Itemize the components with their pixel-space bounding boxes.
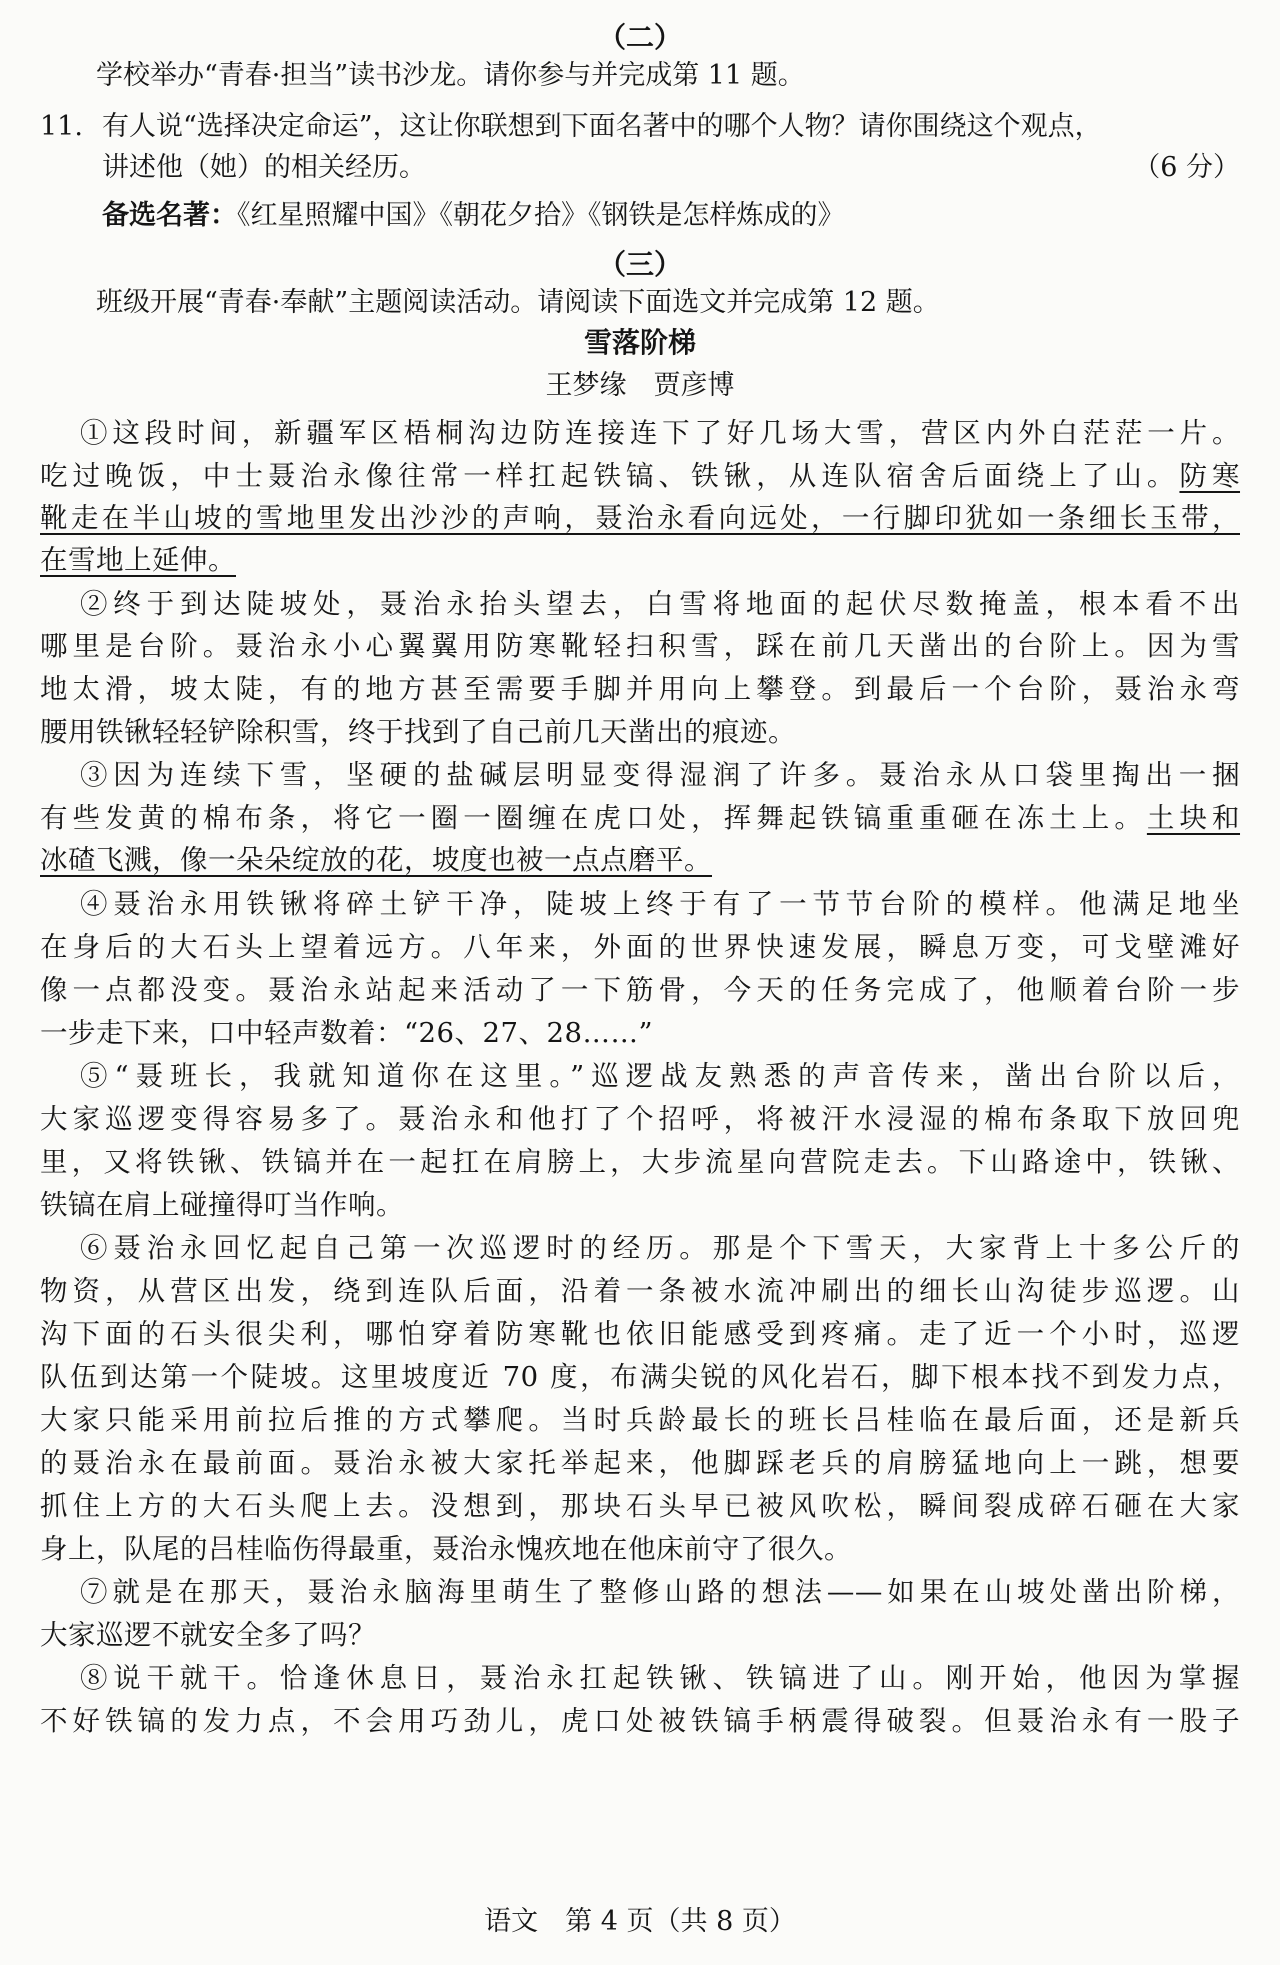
books-label: 备选名著：	[102, 200, 237, 231]
section-heading-2: （二）	[597, 21, 682, 54]
paragraph-6-line-1: ⑥聂治永回忆起自己第一次巡逻时的经历。那是个下雪天，大家背上十多公斤的	[80, 1232, 1240, 1264]
books-list: 《红星照耀中国》《朝花夕拾》《钢铁是怎样炼成的》	[237, 200, 845, 231]
paragraph-6-line-5: 大家只能采用前拉后推的方式攀爬。当时兵龄最长的班长吕桂临在最后面，还是新兵	[40, 1404, 1240, 1436]
paragraph-6-line-3: 沟下面的石头很尖利，哪怕穿着防寒靴也依旧能感受到疼痛。走了近一个小时，巡逻	[40, 1318, 1240, 1350]
page-footer: 语文 第 4 页（共 8 页）	[484, 1906, 796, 1937]
paragraph-2-line-1: ②终于到达陡坡处，聂治永抬头望去，白雪将地面的起伏尽数掩盖，根本看不出	[80, 588, 1240, 620]
section-2-intro: 学校举办“青春·担当”读书沙龙。请你参与并完成第 11 题。	[96, 60, 805, 91]
paragraph-2-line-4: 腰用铁锹轻轻铲除积雪，终于找到了自己前几天凿出的痕迹。	[40, 716, 796, 748]
paragraph-5-line-1: ⑤“聂班长，我就知道你在这里。”巡逻战友熟悉的声音传来，凿出台阶以后，	[80, 1060, 1240, 1092]
paragraph-4-line-2: 在身后的大石头上望着远方。八年来，外面的世界快速发展，瞬息万变，可戈壁滩好	[40, 931, 1240, 963]
underlined-sentence-1-start: 防寒	[1179, 460, 1241, 492]
article-authors: 王梦缘 贾彦博	[545, 370, 735, 401]
paragraph-6-line-2: 物资，从营区出发，绕到连队后面，沿着一条被水流冲刷出的细长山沟徒步巡逻。山	[40, 1275, 1240, 1307]
paragraph-6-line-4: 队伍到达第一个陡坡。这里坡度近 70 度，布满尖锐的风化岩石，脚下根本找不到发力点，	[40, 1361, 1240, 1393]
paragraph-7-line-2: 大家巡逻不就安全多了吗？	[40, 1619, 376, 1651]
paragraph-1-line-1: ①这段时间，新疆军区梧桐沟边防连接连下了好几场大雪，营区内外白茫茫一片。	[80, 417, 1240, 449]
paragraph-3-text: 有些发黄的棉布条，将它一圈一圈缠在虎口处，挥舞起铁镐重重砸在冻土上。	[40, 802, 1147, 834]
paragraph-8-line-2: 不好铁镐的发力点，不会用巧劲儿，虎口处被铁镐手柄震得破裂。但聂治永有一股子	[40, 1705, 1240, 1737]
paragraph-6-line-8: 身上，队尾的吕桂临伤得最重，聂治永愧疚地在他床前守了很久。	[40, 1533, 852, 1565]
paragraph-2-line-2: 哪里是台阶。聂治永小心翼翼用防寒靴轻扫积雪，踩在前几天凿出的台阶上。因为雪	[40, 630, 1240, 662]
underlined-sentence-1-middle: 靴走在半山坡的雪地里发出沙沙的声响，聂治永看向远处，一行脚印犹如一条细长玉带，	[40, 502, 1240, 534]
paragraph-5-line-3: 里，又将铁锹、铁镐并在一起扛在肩膀上，大步流星向营院走去。下山路途中，铁锹、	[40, 1146, 1240, 1178]
paragraph-5-line-4: 铁镐在肩上碰撞得叮当作响。	[40, 1189, 404, 1221]
underlined-sentence-2-start: 土块和	[1146, 802, 1241, 834]
paragraph-1-line-4	[40, 540, 1240, 580]
question-11-text-1: 有人说“选择决定命运”，这让你联想到下面名著中的哪个人物？请你围绕这个观点，	[102, 111, 1102, 142]
question-number: 11.	[40, 111, 83, 142]
paragraph-4-line-4: 一步走下来，口中轻声数着：“26、27、28……”	[40, 1017, 654, 1049]
paragraph-1-line-2	[40, 456, 1240, 496]
paragraph-4-line-3: 像一点都没变。聂治永站起来活动了一下筋骨，今天的任务完成了，他顺着台阶一步	[40, 974, 1240, 1006]
underlined-sentence-2-end: 冰碴飞溅，像一朵朵绽放的花，坡度也被一点点磨平。	[40, 844, 712, 876]
paragraph-2-line-3: 地太滑，坡太陡，有的地方甚至需要手脚并用向上攀登。到最后一个台阶，聂治永弯	[40, 673, 1240, 705]
paragraph-3-line-2	[40, 798, 1240, 838]
paragraph-8-line-1: ⑧说干就干。恰逢休息日，聂治永扛起铁锹、铁镐进了山。刚开始，他因为掌握	[80, 1662, 1240, 1694]
paragraph-5-line-2: 大家巡逻变得容易多了。聂治永和他打了个招呼，将被汗水浸湿的棉布条取下放回兜	[40, 1103, 1240, 1135]
question-11-line-2	[102, 148, 1240, 188]
book-options	[102, 196, 845, 236]
paragraph-6-line-6: 的聂治永在最前面。聂治永被大家托举起来，他脚踩老兵的肩膀猛地向上一跳，想要	[40, 1447, 1240, 1479]
paragraph-7-line-1: ⑦就是在那天，聂治永脑海里萌生了整修山路的想法——如果在山坡处凿出阶梯，	[80, 1576, 1240, 1608]
question-score: （6 分）	[1133, 152, 1240, 183]
section-3-intro: 班级开展“青春·奉献”主题阅读活动。请阅读下面选文并完成第 12 题。	[96, 287, 940, 318]
paragraph-6-line-7: 抓住上方的大石头爬上去。没想到，那块石头早已被风吹松，瞬间裂成碎石砸在大家	[40, 1490, 1240, 1522]
question-11-text-2: 讲述他（她）的相关经历。	[102, 152, 426, 183]
paragraph-1-text: 吃过晚饭，中士聂治永像往常一样扛起铁镐、铁锹，从连队宿舍后面绕上了山。	[40, 460, 1180, 492]
paragraph-4-line-1: ④聂治永用铁锹将碎土铲干净，陡坡上终于有了一节节台阶的模样。他满足地坐	[80, 888, 1240, 920]
paragraph-3-line-3	[40, 840, 1240, 880]
article-title: 雪落阶梯	[583, 326, 696, 359]
question-11-line-1	[40, 107, 1240, 147]
paragraph-3-line-1: ③因为连续下雪，坚硬的盐碱层明显变得湿润了许多。聂治永从口袋里掏出一捆	[80, 759, 1240, 791]
underlined-sentence-1-end: 在雪地上延伸。	[40, 544, 236, 576]
section-heading-3: （三）	[597, 248, 682, 281]
